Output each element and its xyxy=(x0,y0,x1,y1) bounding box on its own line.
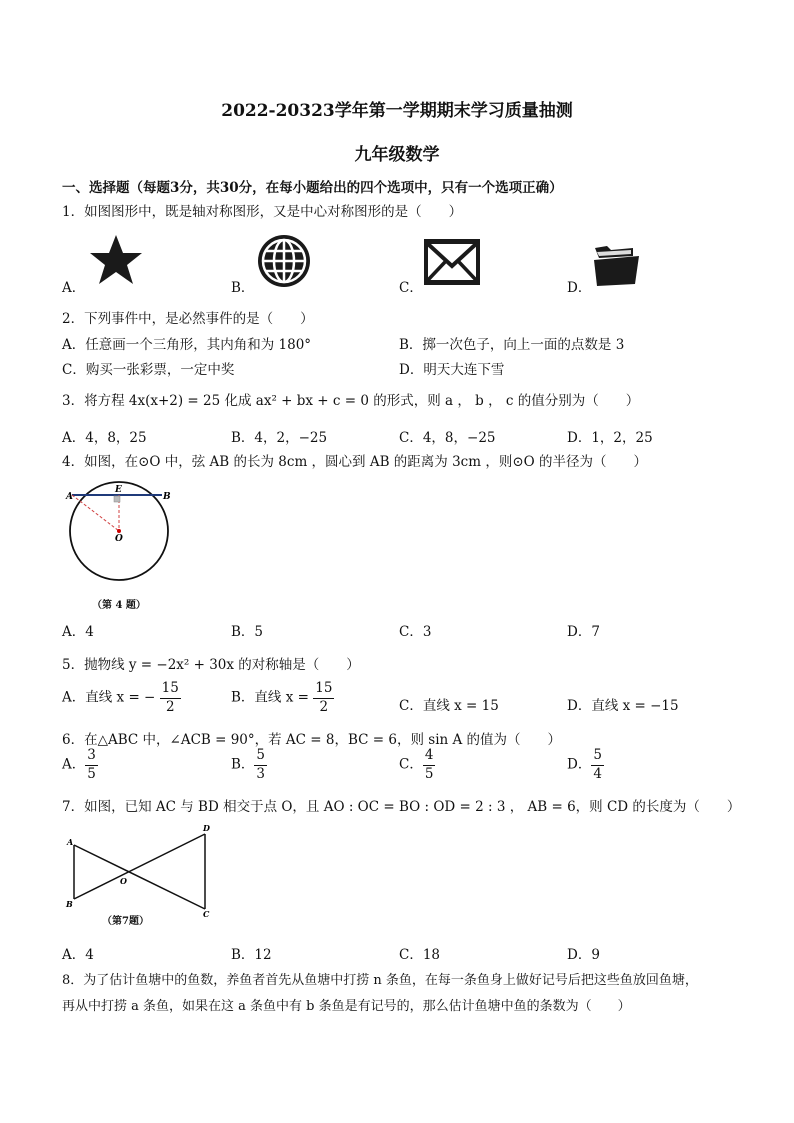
q6-b-den: 3 xyxy=(256,765,266,782)
page-title: 2022-20323学年第一学期期末学习质量抽测 xyxy=(221,101,573,121)
q5-option-a-prefix: A．直线 x = − xyxy=(62,689,156,706)
q6-a-label: A． xyxy=(62,756,86,773)
q1-option-b-label: B． xyxy=(231,280,255,296)
q6-option-a xyxy=(62,749,98,781)
question-2-stem: 2．下列事件中，是必然事件的是（ ） xyxy=(62,311,314,327)
question-8-line-2: 再从中打捞 a 条鱼，如果在这 a 条鱼中有 b 条鱼是有记号的，那么估计鱼塘中鱼的条数为（ ） xyxy=(62,999,631,1014)
q7-label-a: A xyxy=(67,837,74,847)
q5-option-b-fraction xyxy=(313,682,334,714)
q6-b-num: 5 xyxy=(254,749,267,766)
q4-label-b: B xyxy=(163,492,171,502)
q5-option-a xyxy=(62,682,181,714)
q2-option-c: C．购买一张彩票，一定中奖 xyxy=(62,362,235,378)
q7-label-b: B xyxy=(66,899,73,909)
q6-b-label: B． xyxy=(231,756,255,773)
q5-b-den: 2 xyxy=(319,698,329,715)
q6-d-num: 5 xyxy=(591,749,604,766)
q6-option-c xyxy=(399,749,435,781)
q1-option-c-label: C． xyxy=(399,280,423,296)
globe-icon xyxy=(255,232,313,290)
question-1-stem: 1．如图图形中，既是轴对称图形，又是中心对称图形的是（ ） xyxy=(62,204,463,220)
q4-caption: （第 4 题） xyxy=(92,600,146,611)
q6-d-label: D． xyxy=(567,756,592,773)
q3-option-b: B．4，2，−25 xyxy=(231,430,328,446)
q4-option-c: C．3 xyxy=(399,624,432,640)
q7-label-d: D xyxy=(203,823,210,833)
q6-c-label: C． xyxy=(399,756,423,773)
q5-option-b xyxy=(231,682,334,714)
q7-caption: （第7题） xyxy=(102,916,149,927)
q5-option-d: D．直线 x = −15 xyxy=(567,698,679,714)
q6-a-den: 5 xyxy=(87,765,96,782)
question-3-stem: 3．将方程 4x(x+2) = 25 化成 ax² + bx + c = 0 的形式，则 a ， b ， c 的值分别为（ ） xyxy=(62,393,640,409)
q5-a-den: 2 xyxy=(165,698,175,715)
q6-c-fraction xyxy=(423,749,436,781)
question-4-stem: 4．如图，在⊙O 中，弦 AB 的长为 8cm ，圆心到 AB 的距离为 3cm ，则⊙O 的半径为（ ） xyxy=(62,454,648,470)
q7-option-d: D．9 xyxy=(567,947,600,963)
question-8-line-1: 8．为了估计鱼塘中的鱼数，养鱼者首先从鱼塘中打捞 n 条鱼，在每一条鱼身上做好记号后把这些鱼放回鱼塘， xyxy=(62,973,698,988)
section-heading: 一、选择题（每题3分，共30分，在每小题给出的四个选项中，只有一个选项正确） xyxy=(62,180,563,196)
q4-option-b: B．5 xyxy=(231,624,264,640)
q4-label-a: A xyxy=(66,492,73,502)
q2-option-d: D．明天大连下雪 xyxy=(399,362,505,378)
q7-option-c: C．18 xyxy=(399,947,441,963)
q5-option-b-prefix: B．直线 x = xyxy=(231,689,309,706)
q7-label-o: O xyxy=(120,876,127,886)
folder-icon xyxy=(591,240,643,288)
star-icon xyxy=(86,232,146,288)
q7-label-c: C xyxy=(203,909,210,919)
q5-option-c: C．直线 x = 15 xyxy=(399,698,499,714)
q2-option-b: B．掷一次色子，向上一面的点数是 3 xyxy=(399,337,625,353)
q6-a-fraction xyxy=(85,749,98,781)
q6-option-d xyxy=(567,749,604,781)
q1-option-d-label: D． xyxy=(567,280,592,296)
q3-option-c: C．4，8，−25 xyxy=(399,430,496,446)
q4-label-e: E xyxy=(115,485,122,495)
q3-option-a: A．4，8，25 xyxy=(62,430,147,446)
q6-c-den: 5 xyxy=(424,765,434,782)
q7-option-b: B．12 xyxy=(231,947,272,963)
q3-option-d: D．1，2，25 xyxy=(567,430,653,446)
q2-option-a: A．任意画一个三角形，其内角和为 180° xyxy=(62,337,312,353)
q6-b-fraction xyxy=(254,749,267,781)
envelope-icon xyxy=(423,238,481,286)
q4-option-d: D．7 xyxy=(567,624,600,640)
question-6-stem: 6．在△ABC 中，∠ACB = 90°，若 AC = 8，BC = 6，则 sin A 的值为（ ） xyxy=(62,732,562,748)
q5-b-num: 15 xyxy=(313,682,334,699)
q6-d-den: 4 xyxy=(593,765,602,782)
question-7-stem: 7．如图，已知 AC 与 BD 相交于点 O，且 AO : OC = BO : OD = 2 : 3 ， AB = 6，则 CD 的长度为（ ） xyxy=(62,799,741,815)
q6-a-num: 3 xyxy=(85,749,98,766)
q4-option-a: A．4 xyxy=(62,624,94,640)
question-5-stem: 5．抛物线 y = −2x² + 30x 的对称轴是（ ） xyxy=(62,657,360,673)
q4-circle-figure xyxy=(62,480,182,595)
page-subtitle: 九年级数学 xyxy=(354,145,440,165)
q4-label-o: O xyxy=(115,534,123,544)
q7-option-a: A．4 xyxy=(62,947,94,963)
q1-option-a-label: A． xyxy=(62,280,86,296)
q5-option-a-fraction xyxy=(160,682,181,714)
q6-option-b xyxy=(231,749,267,781)
q6-d-fraction xyxy=(591,749,604,781)
q5-a-num: 15 xyxy=(160,682,181,699)
q6-c-num: 4 xyxy=(423,749,436,766)
q7-bowtie-figure xyxy=(62,822,222,922)
